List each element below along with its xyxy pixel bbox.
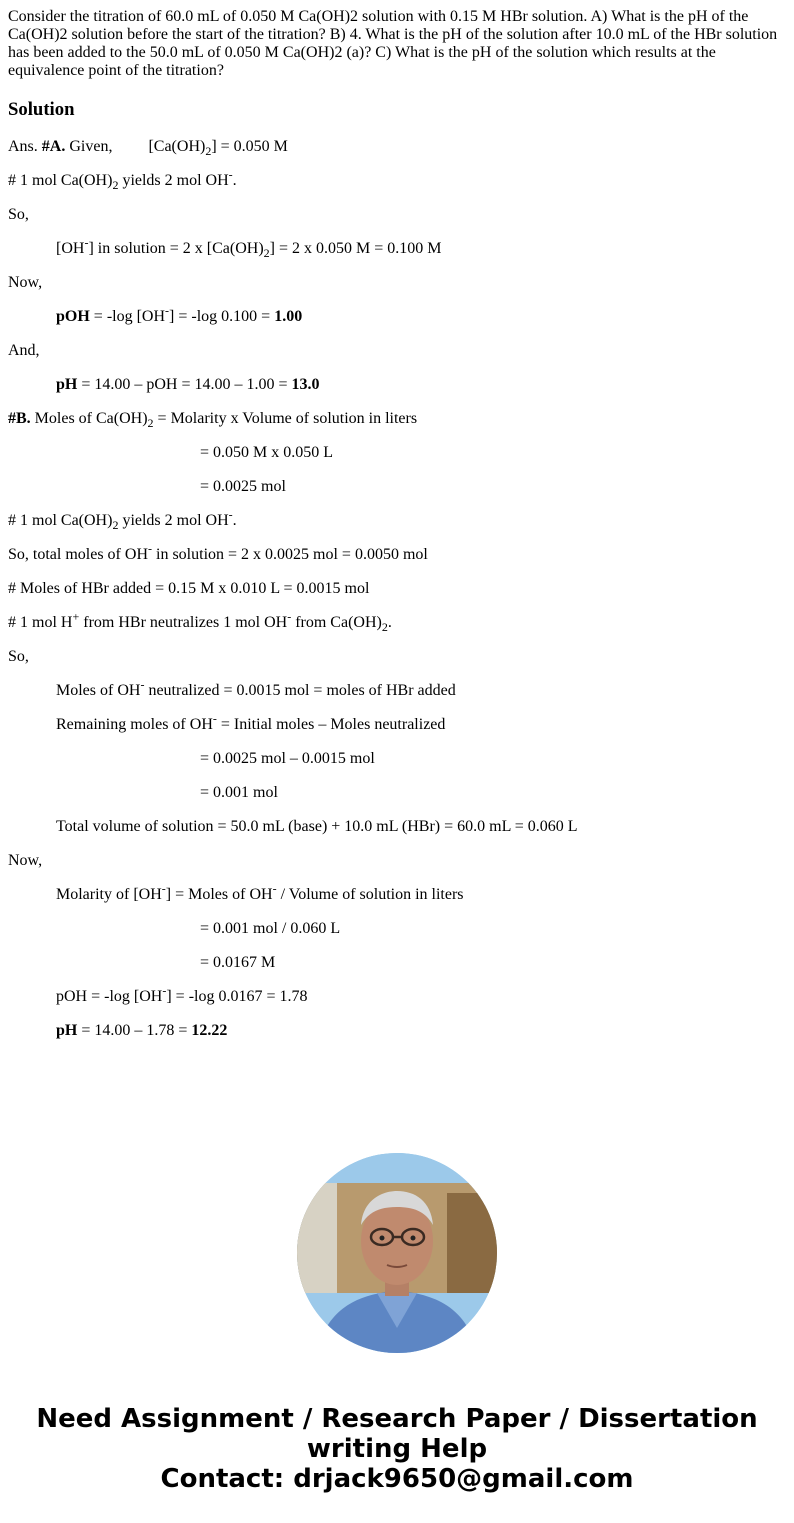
part-b-poh: pOH = -log [OH-] = -log 0.0167 = 1.78	[56, 983, 308, 1005]
part-a-oh-conc: [OH-] in solution = 2 x $[Ca(OH)_2] = 2$ x 0.050 M = 0.100 M	[56, 235, 442, 261]
part-a-ph: pH = 14.00 – pOH = 14.00 – 1.00 = 13.0	[56, 376, 320, 393]
part-b-total-oh: So, total moles of OH- in solution = 2 x 0.0025 mol = 0.0050 mol	[8, 541, 428, 563]
promo-line-2: writing Help	[306, 1434, 488, 1464]
part-a-now: Now,	[8, 274, 43, 291]
promo-line-1: Need Assignment / Research Paper / Dissertation	[36, 1404, 758, 1434]
part-b-remain-calc2: = 0.001 mol	[200, 784, 278, 801]
part-b-neutralizes: # 1 mol H+ from HBr neutralizes 1 mol OH- from $Ca(OH)_2$.	[8, 609, 392, 635]
avatar	[297, 1153, 497, 1353]
part-b-now: Now,	[8, 852, 43, 869]
part-b-so: So,	[8, 648, 29, 665]
part-b-calc1: = 0.050 M x 0.050 L	[200, 444, 334, 461]
part-b-ph: pH = 14.00 – 1.78 = 12.22	[56, 1022, 228, 1039]
avatar-photo	[297, 1153, 497, 1353]
part-a-poh: pOH = -log [OH-] = -log 0.100 = 1.00	[56, 303, 303, 325]
part-b-neutralized: Moles of OH- neutralized = 0.0015 mol = moles of HBr added	[56, 677, 456, 699]
part-b-yield: # 1 mol $Ca(OH)_2$ yields 2 mol OH-.	[8, 507, 237, 533]
person-portrait-icon	[297, 1153, 497, 1353]
part-a-yield: # 1 mol $Ca(OH)_2$ yields 2 mol OH-.	[8, 167, 237, 193]
part-b-mol-calc2: = 0.0167 M	[200, 954, 276, 971]
solution-heading: Solution	[8, 99, 75, 120]
part-a-and: And,	[8, 342, 40, 359]
question-text: Consider the titration of 60.0 mL of 0.050 M Ca(OH)2 solution with 0.15 M HBr solution. A) What is the pH of the Ca(OH)2 solution before the start of the titration? B) 4. What is the pH of the solution after 10.0 mL of the HBr solution has been added to the 50.0 mL of 0.050 M Ca(OH)2 (a)? C) What is the pH of the solution which results at the equivalence point of the titration?	[8, 8, 778, 79]
promo-contact: Contact: drjack9650@gmail.com	[160, 1464, 634, 1494]
part-a-given: Ans. #A. Given, $[Ca(OH)_2] = 0.050$ M	[8, 138, 288, 159]
part-b-remain-calc1: = 0.0025 mol – 0.0015 mol	[200, 750, 375, 767]
promo-banner	[0, 1404, 794, 1494]
part-a-so: So,	[8, 206, 29, 223]
part-b-total-volume: Total volume of solution = 50.0 mL (base) + 10.0 mL (HBr) = 60.0 mL = 0.060 L	[56, 818, 578, 835]
part-b-moles: #B. Moles of $Ca(OH)_2$ = Molarity x Volume of solution in liters	[8, 410, 418, 431]
part-b-calc2: = 0.0025 mol	[200, 478, 286, 495]
part-b-hbr: # Moles of HBr added = 0.15 M x 0.010 L = 0.0015 mol	[8, 580, 370, 597]
part-b-mol-calc1: = 0.001 mol / 0.060 L	[200, 920, 341, 937]
part-b-molarity: Molarity of [OH-] = Moles of OH- / Volume of solution in liters	[56, 881, 464, 903]
part-b-remaining: Remaining moles of OH- = Initial moles – Moles neutralized	[56, 711, 446, 733]
